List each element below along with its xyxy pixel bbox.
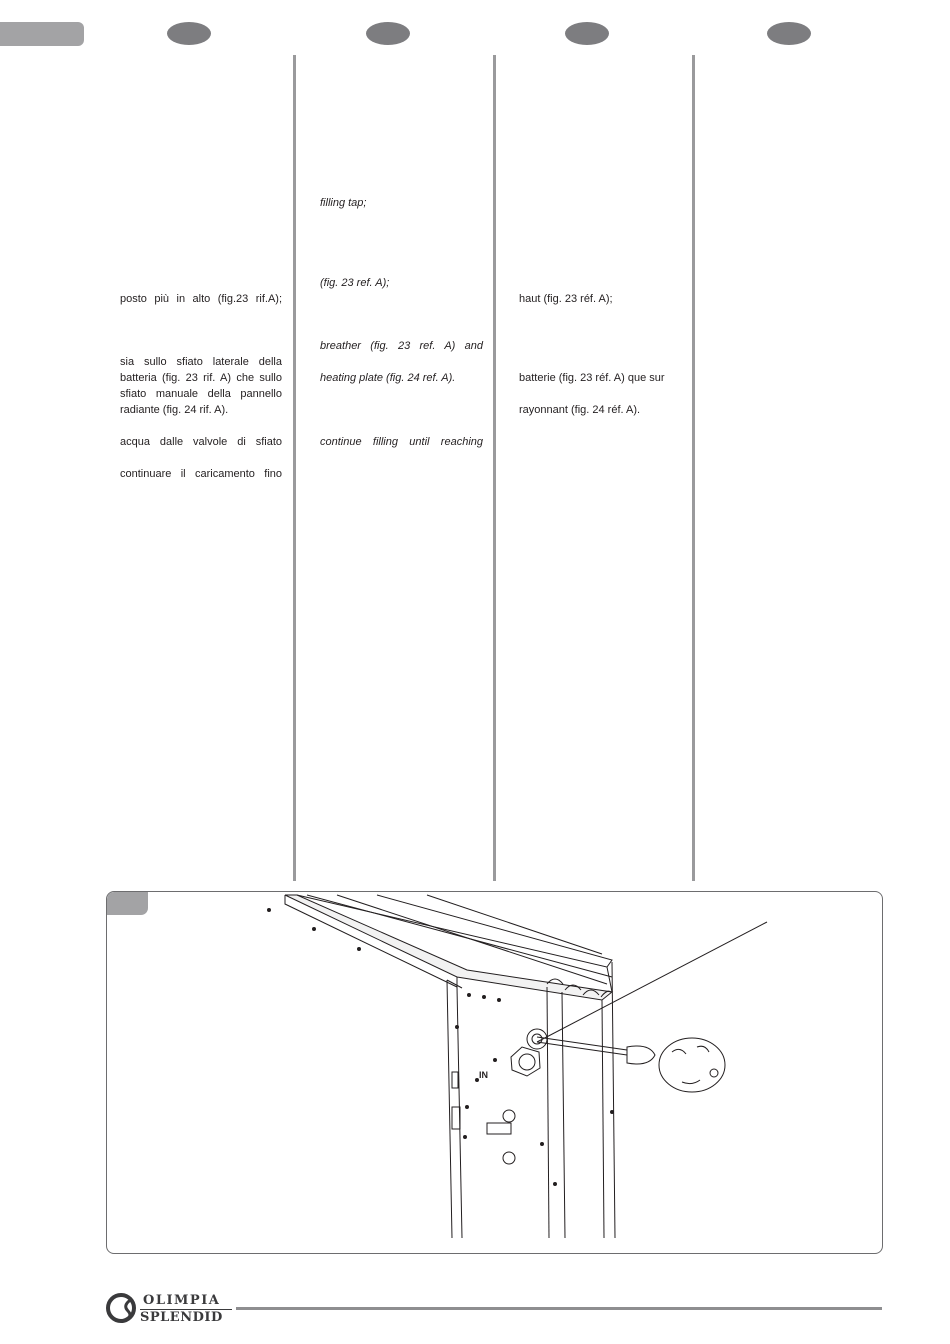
- fr-text-line: rayonnant (fig. 24 réf. A).: [519, 404, 641, 416]
- language-marker-2: [366, 22, 410, 45]
- footer-rule: [236, 1307, 882, 1310]
- en-text-line: breather (fig. 23 ref. A) and: [320, 340, 483, 352]
- figure-panel: [106, 891, 883, 1254]
- en-text-line: filling tap;: [320, 197, 367, 209]
- page-tab: [0, 22, 84, 46]
- brand-name-line2: SPLENDID: [140, 1310, 223, 1325]
- fr-text-line: haut (fig. 23 réf. A);: [519, 293, 613, 305]
- it-text-line: continuare il caricamento fino: [120, 468, 282, 480]
- stove-back-illustration: [107, 892, 882, 1253]
- en-text-line: heating plate (fig. 24 ref. A).: [320, 372, 456, 384]
- language-marker-1: [167, 22, 211, 45]
- it-text-line: radiante (fig. 24 rif. A).: [120, 404, 229, 416]
- it-text-line: posto più in alto (fig.23 rif.A);: [120, 293, 282, 305]
- en-text-line: continue filling until reaching: [320, 436, 483, 448]
- fr-text-line: batterie (fig. 23 réf. A) que sur: [519, 372, 665, 384]
- column-divider-3: [692, 55, 695, 881]
- en-text-line: (fig. 23 ref. A);: [320, 277, 390, 289]
- language-marker-3: [565, 22, 609, 45]
- column-divider-2: [493, 55, 496, 881]
- brand-name-line1: OLIMPIA: [143, 1293, 221, 1308]
- it-text-line: batteria (fig. 23 rif. A) che sullo: [120, 372, 282, 384]
- it-text-line: sia sullo sfiato laterale della: [120, 356, 282, 368]
- plate-label-in: IN: [479, 1070, 488, 1080]
- column-divider-1: [293, 55, 296, 881]
- it-text-line: acqua dalle valvole di sfiato: [120, 436, 282, 448]
- language-marker-4: [767, 22, 811, 45]
- brand-logo-icon: [106, 1293, 140, 1323]
- it-text-line: sfiato manuale della pannello: [120, 388, 282, 400]
